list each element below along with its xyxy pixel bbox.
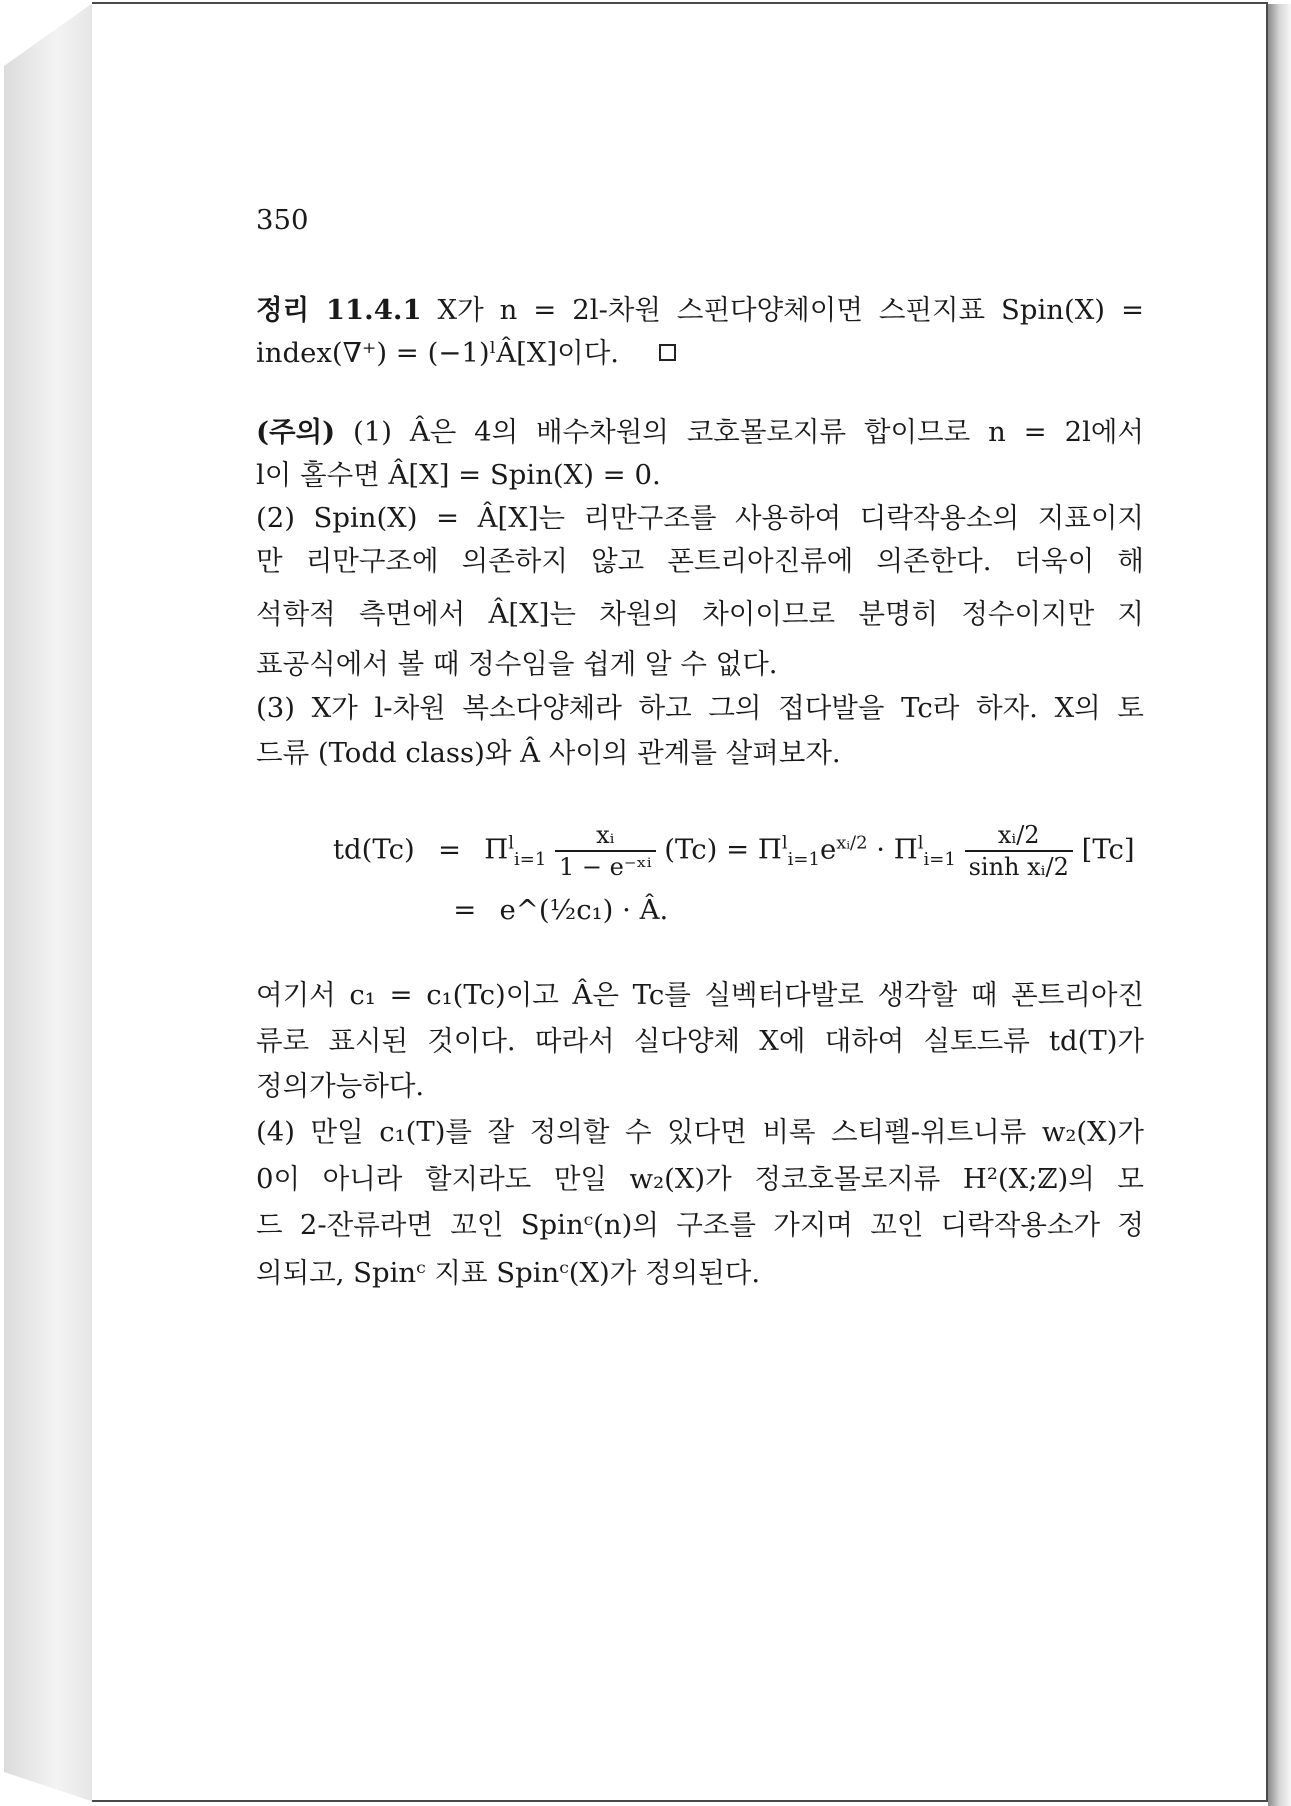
note-line-4: 만 리만구조에 의존하지 않고 폰트리아진류에 의존한다. 더욱이 해 xyxy=(256,545,1144,577)
theorem-line-1 xyxy=(256,290,1144,330)
equation-row-2-rhs: e^(½c₁) · Â. xyxy=(499,894,669,926)
para-line-3: 정의가능하다. xyxy=(256,1070,425,1102)
book-page xyxy=(92,2,1268,1802)
product-sup-3: l xyxy=(917,832,924,854)
equation-row-2 xyxy=(333,894,668,926)
product-sub-1: i=1 xyxy=(513,849,547,870)
product-sup-1: l xyxy=(508,832,514,854)
equation-equals-2: = xyxy=(453,894,477,926)
para-line-2: 류로 표시된 것이다. 따라서 실다양체 X에 대하여 실토드류 td(T)가 xyxy=(256,1025,1144,1057)
note-line-8: 드류 (Todd class)와 Â 사이의 관계를 살펴보자. xyxy=(256,737,841,769)
note-line-3: (2) Spin(X) = Â[X]는 리만구조를 사용하여 디락작용소의 지표이지 xyxy=(256,502,1144,534)
fraction-1-denominator: 1 − e⁻ˣⁱ xyxy=(559,853,652,881)
equation-product-1: Π xyxy=(484,833,509,866)
para-line-4: (4) 만일 c₁(T)를 잘 정의할 수 있다면 비록 스티펠-위트니류 w₂(X)가 xyxy=(256,1116,1144,1148)
note-line-7: (3) X가 l-차원 복소다양체라 하고 그의 접다발을 Tc라 하자. X의 토 xyxy=(256,692,1144,724)
para-line-6: 드 2-잔류라면 꼬인 Spinᶜ(n)의 구조를 가지며 꼬인 디락작용소가 정 xyxy=(256,1209,1144,1241)
para-line-7: 의되고, Spinᶜ 지표 Spinᶜ(X)가 정의된다. xyxy=(256,1257,761,1289)
equation-product-3: Π xyxy=(893,833,918,866)
para-line-5: 0이 아니라 할지라도 만일 w₂(X)가 정코호몰로지류 H²(X;ℤ)의 모 xyxy=(256,1163,1144,1195)
equation-lhs: td(Tc) xyxy=(333,833,415,866)
equation-dot: · xyxy=(876,833,886,866)
product-sub-3: i=1 xyxy=(923,849,956,870)
note-line-6: 표공식에서 볼 때 정수임을 쉽게 알 수 없다. xyxy=(256,648,778,680)
product-sub-2: i=1 xyxy=(787,849,820,870)
theorem-line-2 xyxy=(256,333,676,373)
equation-equals: = xyxy=(437,833,461,866)
theorem-label: 정리 11.4.1 xyxy=(256,294,422,326)
fraction-2-numerator: xᵢ/2 xyxy=(965,820,1073,852)
qed-square-icon xyxy=(659,344,676,361)
page-edge xyxy=(1268,4,1291,1806)
equation-arg-1: (Tc) = xyxy=(664,833,750,866)
equation-arg-2: [Tc] xyxy=(1081,833,1135,866)
book-spine xyxy=(4,2,94,1802)
page-number: 350 xyxy=(256,204,309,236)
exp-base: e xyxy=(819,833,837,866)
equation-product-2: Π xyxy=(757,833,782,866)
theorem-text-2: index(∇⁺) = (−1)ˡÂ[X]이다. xyxy=(256,337,620,369)
note-label: (주의) xyxy=(256,416,336,448)
note-text-1: (1) Â은 4의 배수차원의 코호몰로지류 합이므로 n = 2l에서 xyxy=(353,416,1144,448)
fraction-2 xyxy=(965,820,1073,882)
theorem-text-1: X가 n = 2l-차원 스핀다양체이면 스핀지표 Spin(X) = xyxy=(437,294,1144,326)
note-line-2: l이 홀수면 Â[X] = Spin(X) = 0. xyxy=(256,459,661,491)
fraction-1-numerator: xᵢ xyxy=(555,820,656,852)
fraction-1 xyxy=(555,820,656,882)
fraction-2-denominator: sinh xᵢ/2 xyxy=(968,853,1069,881)
note-line-1 xyxy=(256,412,1144,452)
para-line-1: 여기서 c₁ = c₁(Tc)이고 Â은 Tc를 실벡터다발로 생각할 때 폰트리아진 xyxy=(256,979,1144,1011)
note-line-5: 석학적 측면에서 Â[X]는 차원의 차이이므로 분명히 정수이지만 지 xyxy=(256,598,1144,630)
exp-sup: xᵢ/2 xyxy=(836,832,868,854)
equation-row-1 xyxy=(333,820,1135,882)
product-sup-2: l xyxy=(781,832,788,854)
